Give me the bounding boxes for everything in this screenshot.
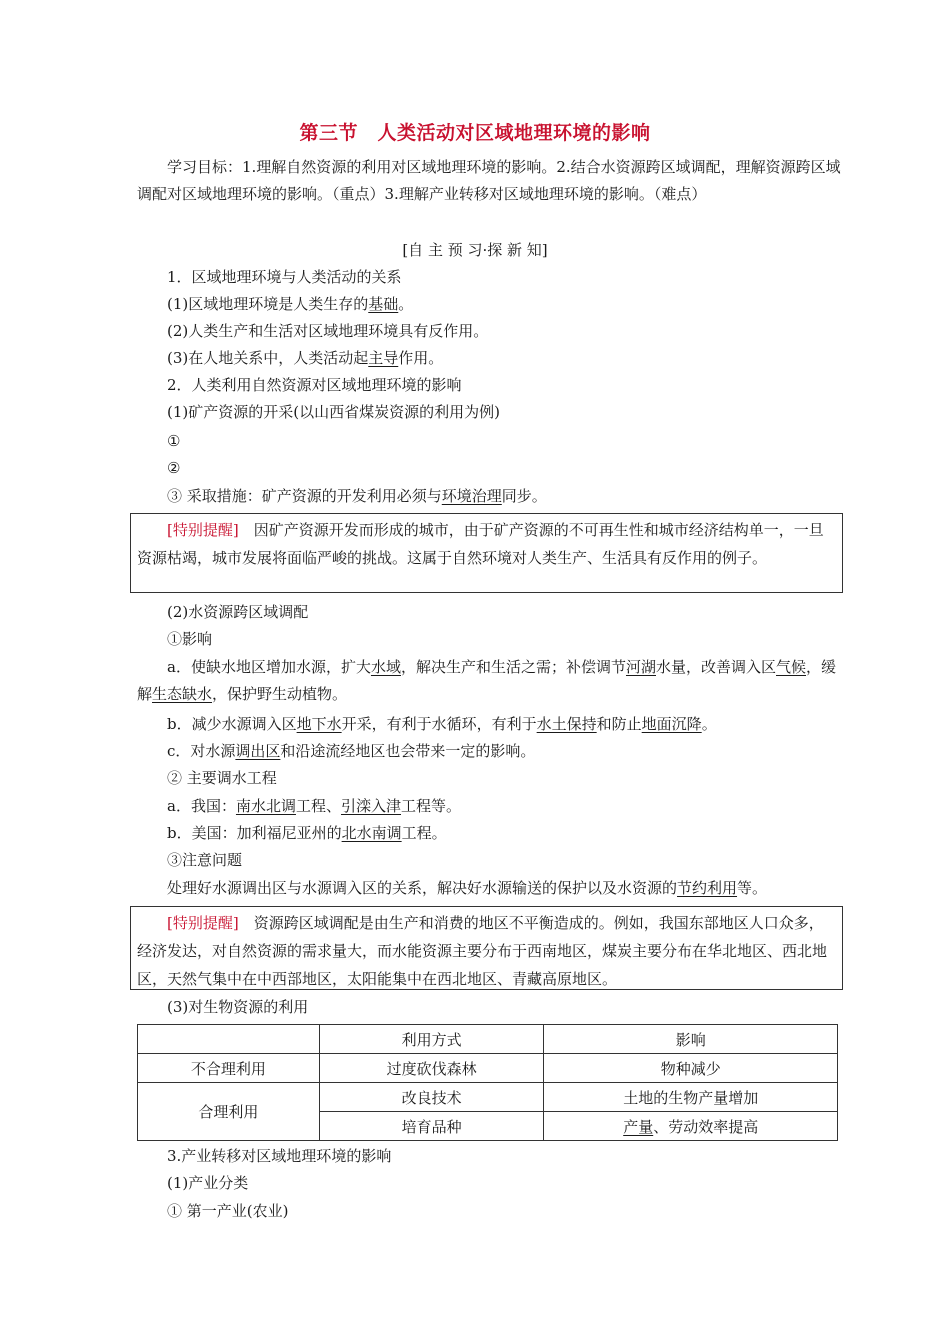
mine-heading: (1)矿产资源的开采(以山西省煤炭资源的利用为例) <box>167 403 500 421</box>
s3-line1: (1)产业分类 <box>167 1174 249 1192</box>
table-cell: 产量、劳动效率提高 <box>544 1112 838 1141</box>
water-impact-b: b．减少水源调入区地下水开采，有利于水循环，有利于水土保持和防止地面沉降。 <box>167 715 717 733</box>
table-row <box>138 1083 838 1112</box>
bio-heading: (3)对生物资源的利用 <box>167 998 309 1016</box>
water-impact-a: a．使缺水地区增加水源，扩大水域，解决生产和生活之需；补偿调节河湖水量，改善调入区气候，缓解生态缺水，保护野生动植物。 <box>137 658 837 703</box>
s1-line1: (1)区域地理环境是人类生存的基础。 <box>167 295 414 313</box>
s1-heading: 1．区域地理环境与人类活动的关系 <box>167 268 402 286</box>
water-impact-c: c．对水源调出区和沿途流经地区也会带来一定的影响。 <box>167 742 536 760</box>
table-cell: 培育品种 <box>319 1112 544 1141</box>
s1-line2: (2)人类生产和生活对区域地理环境具有反作用。 <box>167 322 489 340</box>
table-cell: 物种减少 <box>544 1054 838 1083</box>
s1-line3: (3)在人地关系中，人类活动起主导作用。 <box>167 349 444 367</box>
note-lead: [特别提醒] <box>167 914 239 932</box>
table-cell: 合理利用 <box>138 1083 320 1141</box>
table-header: 利用方式 <box>319 1025 544 1054</box>
water-impact: ①影响 <box>167 630 213 648</box>
water-issues-text: 处理好水源调出区与水源调入区的关系，解决好水源输送的保护以及水资源的节约利用等。 <box>167 879 768 897</box>
table-header-row <box>138 1025 838 1054</box>
table-cell: 过度砍伐森林 <box>319 1054 544 1083</box>
water-heading: (2)水资源跨区域调配 <box>167 603 309 621</box>
s3-heading: 3.产业转移对区域地理环境的影响 <box>167 1147 392 1165</box>
section-label: [自 主 预 习·探 新 知] <box>402 241 548 259</box>
s3-line2: ① 第一产业(农业) <box>167 1202 289 1220</box>
table-cell: 改良技术 <box>319 1083 544 1112</box>
s2-heading: 2．人类利用自然资源对区域地理环境的影响 <box>167 376 462 394</box>
mine-item-1: ① <box>167 432 181 450</box>
water-project-a: a．我国：南水北调工程、引滦入津工程等。 <box>167 797 462 815</box>
table-header: 影响 <box>544 1025 838 1054</box>
table-header <box>138 1025 320 1054</box>
table-row <box>138 1054 838 1083</box>
page-title: 第三节 人类活动对区域地理环境的影响 <box>299 122 651 144</box>
special-note-1: [特别提醒] 因矿产资源开发而形成的城市，由于矿产资源的不可再生性和城市经济结构单一，一旦资源枯竭，城市发展将面临严峻的挑战。这属于自然环境对人类生产、生活具有反作用的例子。 <box>130 513 843 593</box>
table-cell: 土地的生物产量增加 <box>544 1083 838 1112</box>
table-cell: 不合理利用 <box>138 1054 320 1083</box>
mine-item-3: ③ 采取措施：矿产资源的开发利用必须与环境治理同步。 <box>167 487 547 505</box>
bio-resource-table <box>137 1024 838 1141</box>
learning-objectives: 学习目标：1.理解自然资源的利用对区域地理环境的影响。2.结合水资源跨区域调配，理解资源跨区域调配对区域地理环境的影响。（重点）3.理解产业转移对区域地理环境的影响。（难点） <box>137 158 841 203</box>
mine-item-2: ② <box>167 459 181 477</box>
note-lead: [特别提醒] <box>167 521 239 539</box>
water-issues: ③注意问题 <box>167 851 243 869</box>
special-note-2: [特别提醒] 资源跨区域调配是由生产和消费的地区不平衡造成的。例如，我国东部地区人口众多，经济发达，对自然资源的需求量大，而水能资源主要分布于西南地区，煤炭主要分布在华北地区、西北地区，天然气集中在中西部地区，太阳能集中在西北地区、青藏高原地区。 <box>130 906 843 990</box>
water-projects: ② 主要调水工程 <box>167 769 277 787</box>
water-project-b: b．美国：加利福尼亚州的北水南调工程。 <box>167 824 447 842</box>
